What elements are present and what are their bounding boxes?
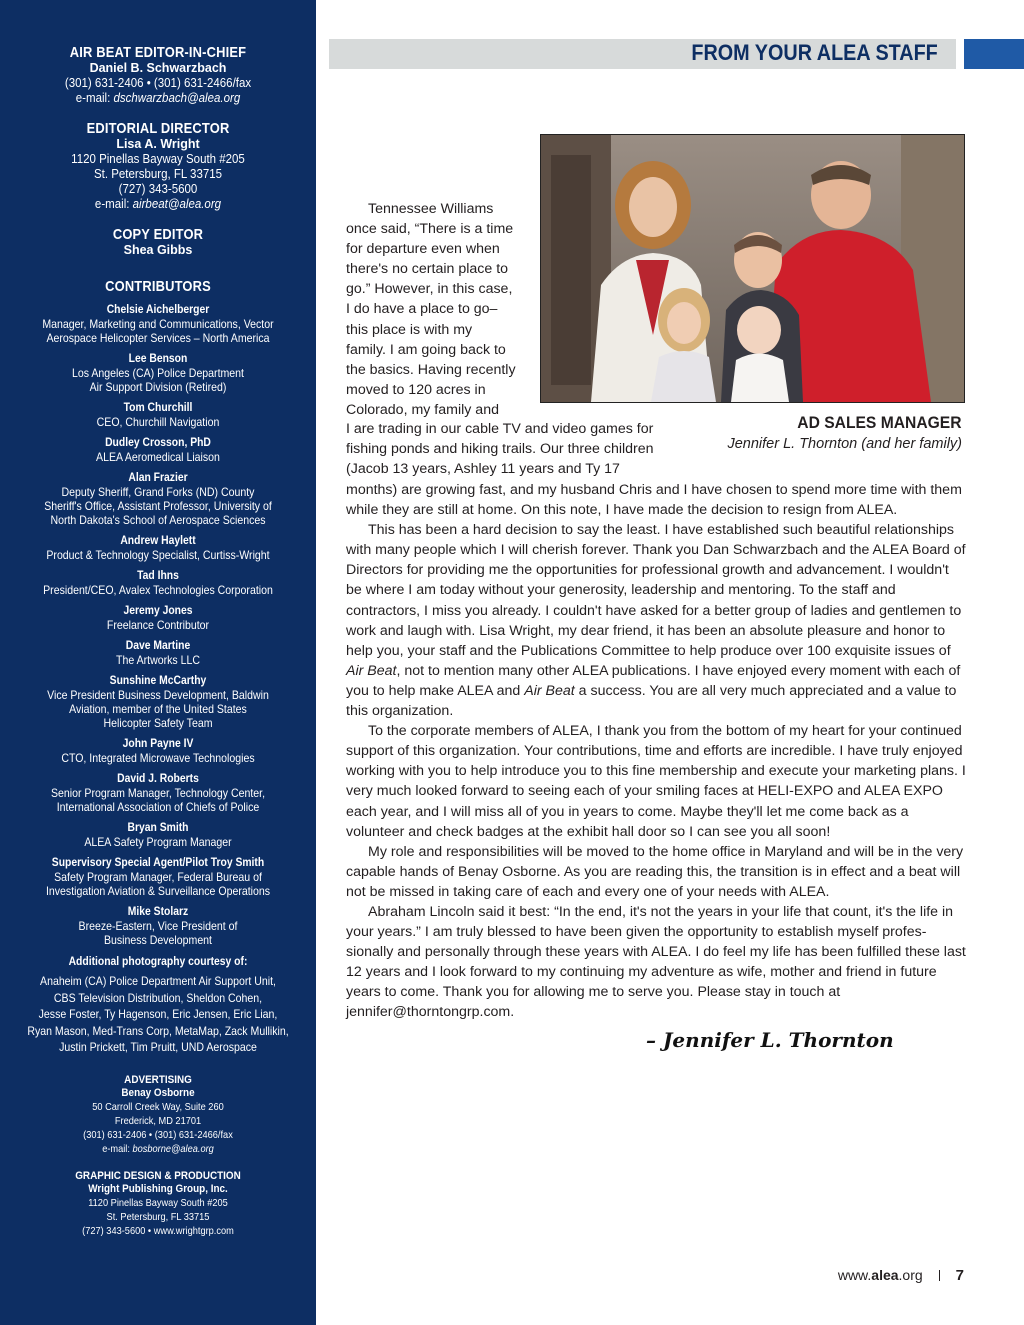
- article-line: there's no certain place to: [346, 261, 509, 278]
- contributor-description: Los Angeles (CA) Police Department: [72, 366, 244, 380]
- contributor-description: Aviation, member of the United States: [69, 702, 247, 716]
- photo-credits-lines: [0, 973, 316, 1056]
- editorial-director-phone: (727) 343-5600: [118, 182, 198, 196]
- contributor-description: Product & Technology Specialist, Curtiss-Wright: [46, 548, 270, 562]
- signature: – Jennifer L. Thornton: [646, 1028, 894, 1052]
- advertising-block: [0, 1074, 316, 1156]
- contributor-description: Helicopter Safety Team: [103, 716, 213, 730]
- article-line: this place is with my: [346, 321, 473, 338]
- contributor-item: [0, 674, 316, 730]
- contributor-description: Air Support Division (Retired): [89, 380, 227, 394]
- email-label: e-mail:: [102, 1142, 130, 1155]
- contributor-description: ALEA Aeromedical Liaison: [96, 450, 220, 464]
- email-label: e-mail:: [75, 91, 111, 105]
- article-body: [346, 480, 966, 1023]
- article-paragraph-3: To the corporate members of ALEA, I thank you from the bottom of my heart for your continued support of this organization. Your contributions, time and efforts are incredible. I have truly enjoyed working with you to help introduce you to this fine membership and execute your marketing plans. I very much looked forward to seeing each of your smiling faces at HELI-EXPO and ALEA EXPO each year, and I will miss all of you in years to come. Maybe they'll let me come back as a volunteer and check badges at the exhibit hall door so I can see you all soon!: [346, 723, 966, 840]
- design-name: Wright Publishing Group, Inc.: [88, 1182, 228, 1195]
- copy-editor-name: Shea Gibbs: [123, 243, 193, 257]
- design-address1: 1120 Pinellas Bayway South #205: [88, 1196, 228, 1209]
- copy-editor-block: [0, 226, 316, 258]
- contributor-item: [0, 352, 316, 394]
- article-intro-narrow: [346, 199, 526, 420]
- article-line: moved to 120 acres in: [346, 381, 486, 398]
- contributor-item: [0, 737, 316, 765]
- design-block: [0, 1170, 316, 1238]
- advertising-email[interactable]: bosborne@alea.org: [132, 1142, 214, 1155]
- caption-title: AD SALES MANAGER: [797, 413, 962, 432]
- contributor-description: ALEA Safety Program Manager: [84, 835, 232, 849]
- article-intro-mid: [346, 419, 666, 479]
- advertising-phone: (301) 631-2406 • (301) 631-2466/fax: [83, 1128, 233, 1141]
- contributor-item: [0, 604, 316, 632]
- contributor-name: Tom Churchill: [123, 402, 193, 414]
- contributor-name: Sunshine McCarthy: [109, 675, 207, 687]
- photo-credit-line: Justin Prickett, Tim Pruitt, UND Aerospace: [59, 1040, 257, 1054]
- contributors-block: [0, 278, 316, 947]
- design-address2: St. Petersburg, FL 33715: [106, 1210, 210, 1223]
- contributor-description: The Artworks LLC: [116, 653, 200, 667]
- photo-credit-line: Anaheim (CA) Police Department Air Support Unit,: [40, 974, 276, 988]
- masthead-sidebar: [0, 0, 316, 1325]
- article-line: fishing ponds and hiking trails. Our three children: [346, 441, 654, 458]
- footer-url-suffix: .org: [898, 1267, 923, 1283]
- contributor-description: International Association of Chiefs of Police: [56, 800, 260, 814]
- article-line: Colorado, my family and: [346, 401, 499, 418]
- editorial-director-block: [0, 120, 316, 212]
- contributor-name: Mike Stolarz: [127, 906, 189, 918]
- contributor-description: Manager, Marketing and Communications, Vector: [42, 317, 274, 331]
- contributor-item: [0, 534, 316, 562]
- p2-part-b: , not to mention many other ALEA publications. I have enjoyed every moment with each of you to help make ALEA and: [346, 662, 961, 699]
- editor-email-line: [13, 91, 304, 106]
- contributor-item: [0, 639, 316, 667]
- contributor-name: John Payne IV: [122, 738, 194, 750]
- advertising-address2: Frederick, MD 21701: [114, 1114, 202, 1127]
- air-beat-title: Air Beat: [346, 662, 397, 679]
- contributor-item: [0, 856, 316, 898]
- contributor-description: CEO, Churchill Navigation: [96, 415, 220, 429]
- contributor-name: Chelsie Aichelberger: [106, 304, 210, 316]
- contributor-name: Tad Ihns: [137, 570, 179, 582]
- page-title: FROM YOUR ALEA STAFF: [691, 40, 938, 65]
- contributor-description: Business Development: [103, 933, 212, 947]
- article-line: I do have a place to go–: [346, 301, 498, 318]
- page-footer: [838, 1267, 964, 1284]
- article-line: for departure even when: [346, 241, 500, 258]
- contributors-list: [0, 303, 316, 947]
- contributor-item: [0, 471, 316, 527]
- contributor-name: Supervisory Special Agent/Pilot Troy Smith: [51, 857, 265, 869]
- advertising-heading: ADVERTISING: [124, 1073, 192, 1086]
- editor-phone: (301) 631-2406 • (301) 631-2466/fax: [64, 76, 252, 90]
- caption-subtitle: Jennifer L. Thornton (and her family): [727, 436, 962, 452]
- contributor-description: Freelance Contributor: [106, 618, 210, 632]
- photo-credits-heading: Additional photography courtesy of:: [68, 956, 248, 968]
- footer-url-domain: alea: [871, 1267, 899, 1283]
- page-number: 7: [955, 1267, 964, 1284]
- contributor-name: Dave Martine: [125, 640, 191, 652]
- family-photo-illustration: [541, 135, 964, 402]
- contributor-description: Safety Program Manager, Federal Bureau of: [54, 870, 262, 884]
- p2-part-a: This has been a hard decision to say the least. I have established such beautiful relationships with many people which I will cherish forever. Thank you Dan Schwarzbach and the ALEA Board of Directors for providing me the opportunities for professional growth and advancement. I wouldn't be where I am today without your generosity, leadership and mentoring. To the staff and contractors, I miss you already. I couldn't have asked for a better group of ladies and gentlemen to work and laugh with. Lisa Wright, my dear friend, it has been an absolute pleasure and honor to help you, your staff and the Publications Committee to help produce over 100 exquisite issues of: [346, 522, 966, 659]
- contributor-item: [0, 569, 316, 597]
- footer-divider: [939, 1270, 940, 1281]
- photo-credit-line: CBS Television Distribution, Sheldon Cohen,: [53, 990, 263, 1005]
- contributor-item: [0, 436, 316, 464]
- contributor-name: Dudley Crosson, PhD: [105, 437, 211, 449]
- air-beat-title: Air Beat: [524, 682, 575, 699]
- family-photo: [540, 134, 965, 403]
- editor-email[interactable]: dschwarzbach@alea.org: [113, 91, 241, 105]
- contributor-name: Lee Benson: [128, 353, 188, 365]
- contributor-description: CTO, Integrated Microwave Technologies: [61, 751, 255, 765]
- editorial-director-email[interactable]: airbeat@alea.org: [132, 197, 222, 211]
- editorial-director-name: Lisa A. Wright: [116, 137, 200, 151]
- advertising-address1: 50 Carroll Creek Way, Suite 260: [92, 1100, 224, 1113]
- editor-name: Daniel B. Schwarzbach: [89, 61, 227, 75]
- contributor-description: Sheriff's Office, Assistant Professor, University of: [44, 499, 272, 513]
- photo-credit-line: Jesse Foster, Ty Hagenson, Eric Jensen, Eric Lian,: [38, 1007, 278, 1021]
- article-line: once said, “There is a time: [346, 221, 514, 238]
- article-paragraph-1-rest: months) are growing fast, and my husband Chris and I have chosen to spend more time with them while they are still at home. On this note, I have made the decision to resign from ALEA.: [346, 482, 962, 519]
- editorial-director-address1: 1120 Pinellas Bayway South #205: [71, 152, 245, 166]
- contributor-description: Deputy Sheriff, Grand Forks (ND) County: [61, 485, 255, 499]
- contributor-item: [0, 772, 316, 814]
- contributor-description: Senior Program Manager, Technology Center,: [50, 786, 266, 800]
- contributor-name: Jeremy Jones: [123, 605, 193, 617]
- contributor-name: Andrew Haylett: [120, 535, 196, 547]
- contributor-item: [0, 821, 316, 849]
- article-line: family. I am going back to: [346, 341, 506, 358]
- contributor-item: [0, 401, 316, 429]
- editorial-director-email-line: [13, 197, 304, 212]
- contributor-item: [0, 303, 316, 345]
- advertising-name: Benay Osborne: [121, 1086, 195, 1099]
- article-paragraph-4: My role and responsibilities will be moved to the home office in Maryland and will be in the very capable hands of Benay Osborne. As you are reading this, the transition is in effect and a beat will not be missed in taking care of each and every one of your needs with ALEA.: [346, 843, 964, 900]
- contributor-item: [0, 905, 316, 947]
- contributor-name: Bryan Smith: [127, 822, 189, 834]
- contributor-description: Investigation Aviation & Surveillance Operations: [45, 884, 271, 898]
- contributor-description: Aerospace Helicopter Services – North America: [46, 331, 270, 345]
- contributor-description: North Dakota's School of Aerospace Sciences: [50, 513, 266, 527]
- contributors-heading: CONTRIBUTORS: [105, 278, 211, 295]
- article-paragraph-2: [346, 520, 966, 721]
- contributor-description: President/CEO, Avalex Technologies Corporation: [43, 583, 273, 597]
- footer-url[interactable]: [838, 1267, 923, 1283]
- photo-credits-block: [0, 955, 316, 1056]
- article-line: go.” However, in this case,: [346, 281, 513, 298]
- photo-credit-line: Ryan Mason, Med-Trans Corp, MetaMap, Zack Mullikin,: [27, 1023, 289, 1038]
- contributor-description: Vice President Business Development, Baldwin: [47, 688, 269, 702]
- email-label: e-mail:: [94, 197, 130, 211]
- article-line: I are trading in our cable TV and video games for: [346, 421, 654, 437]
- article-line: (Jacob 13 years, Ashley 11 years and Ty 17: [346, 461, 620, 478]
- contributor-name: David J. Roberts: [117, 773, 199, 785]
- design-heading: GRAPHIC DESIGN & PRODUCTION: [75, 1169, 241, 1182]
- article-paragraph-5: Abraham Lincoln said it best: “In the end, it's not the years in your life that count, it's the life in your years.” I am truly blessed to have been given the opportunity to establish myself professionally and personally through these years with ALEA. I do feel my life has been fulfilled these last 12 years and I look forward to my continuing my adventure as wife, mother and friend in future years to come. Thank you for allowing me to serve you. Please stay in touch at jennifer@thorntongrp.com.: [346, 903, 966, 1021]
- editorial-director-address2: St. Petersburg, FL 33715: [93, 167, 223, 181]
- design-phone: (727) 343-5600 • www.wrightgrp.com: [82, 1224, 234, 1237]
- footer-url-prefix: www.: [837, 1267, 872, 1283]
- contributor-name: Alan Frazier: [128, 472, 188, 484]
- p2-part-c: a success. You are all very much appreciated and a value to this organization.: [346, 682, 957, 720]
- editor-block: [0, 44, 316, 106]
- header-accent-block: [964, 39, 1024, 69]
- editor-heading: AIR BEAT EDITOR-IN-CHIEF: [69, 44, 247, 61]
- article-line: Tennessee Williams: [368, 201, 494, 217]
- contributor-description: Breeze-Eastern, Vice President of: [78, 919, 238, 933]
- advertising-email-line: [19, 1142, 297, 1156]
- article-line: the basics. Having recently: [346, 361, 516, 378]
- copy-editor-heading: COPY EDITOR: [112, 226, 204, 243]
- editorial-director-heading: EDITORIAL DIRECTOR: [86, 120, 230, 137]
